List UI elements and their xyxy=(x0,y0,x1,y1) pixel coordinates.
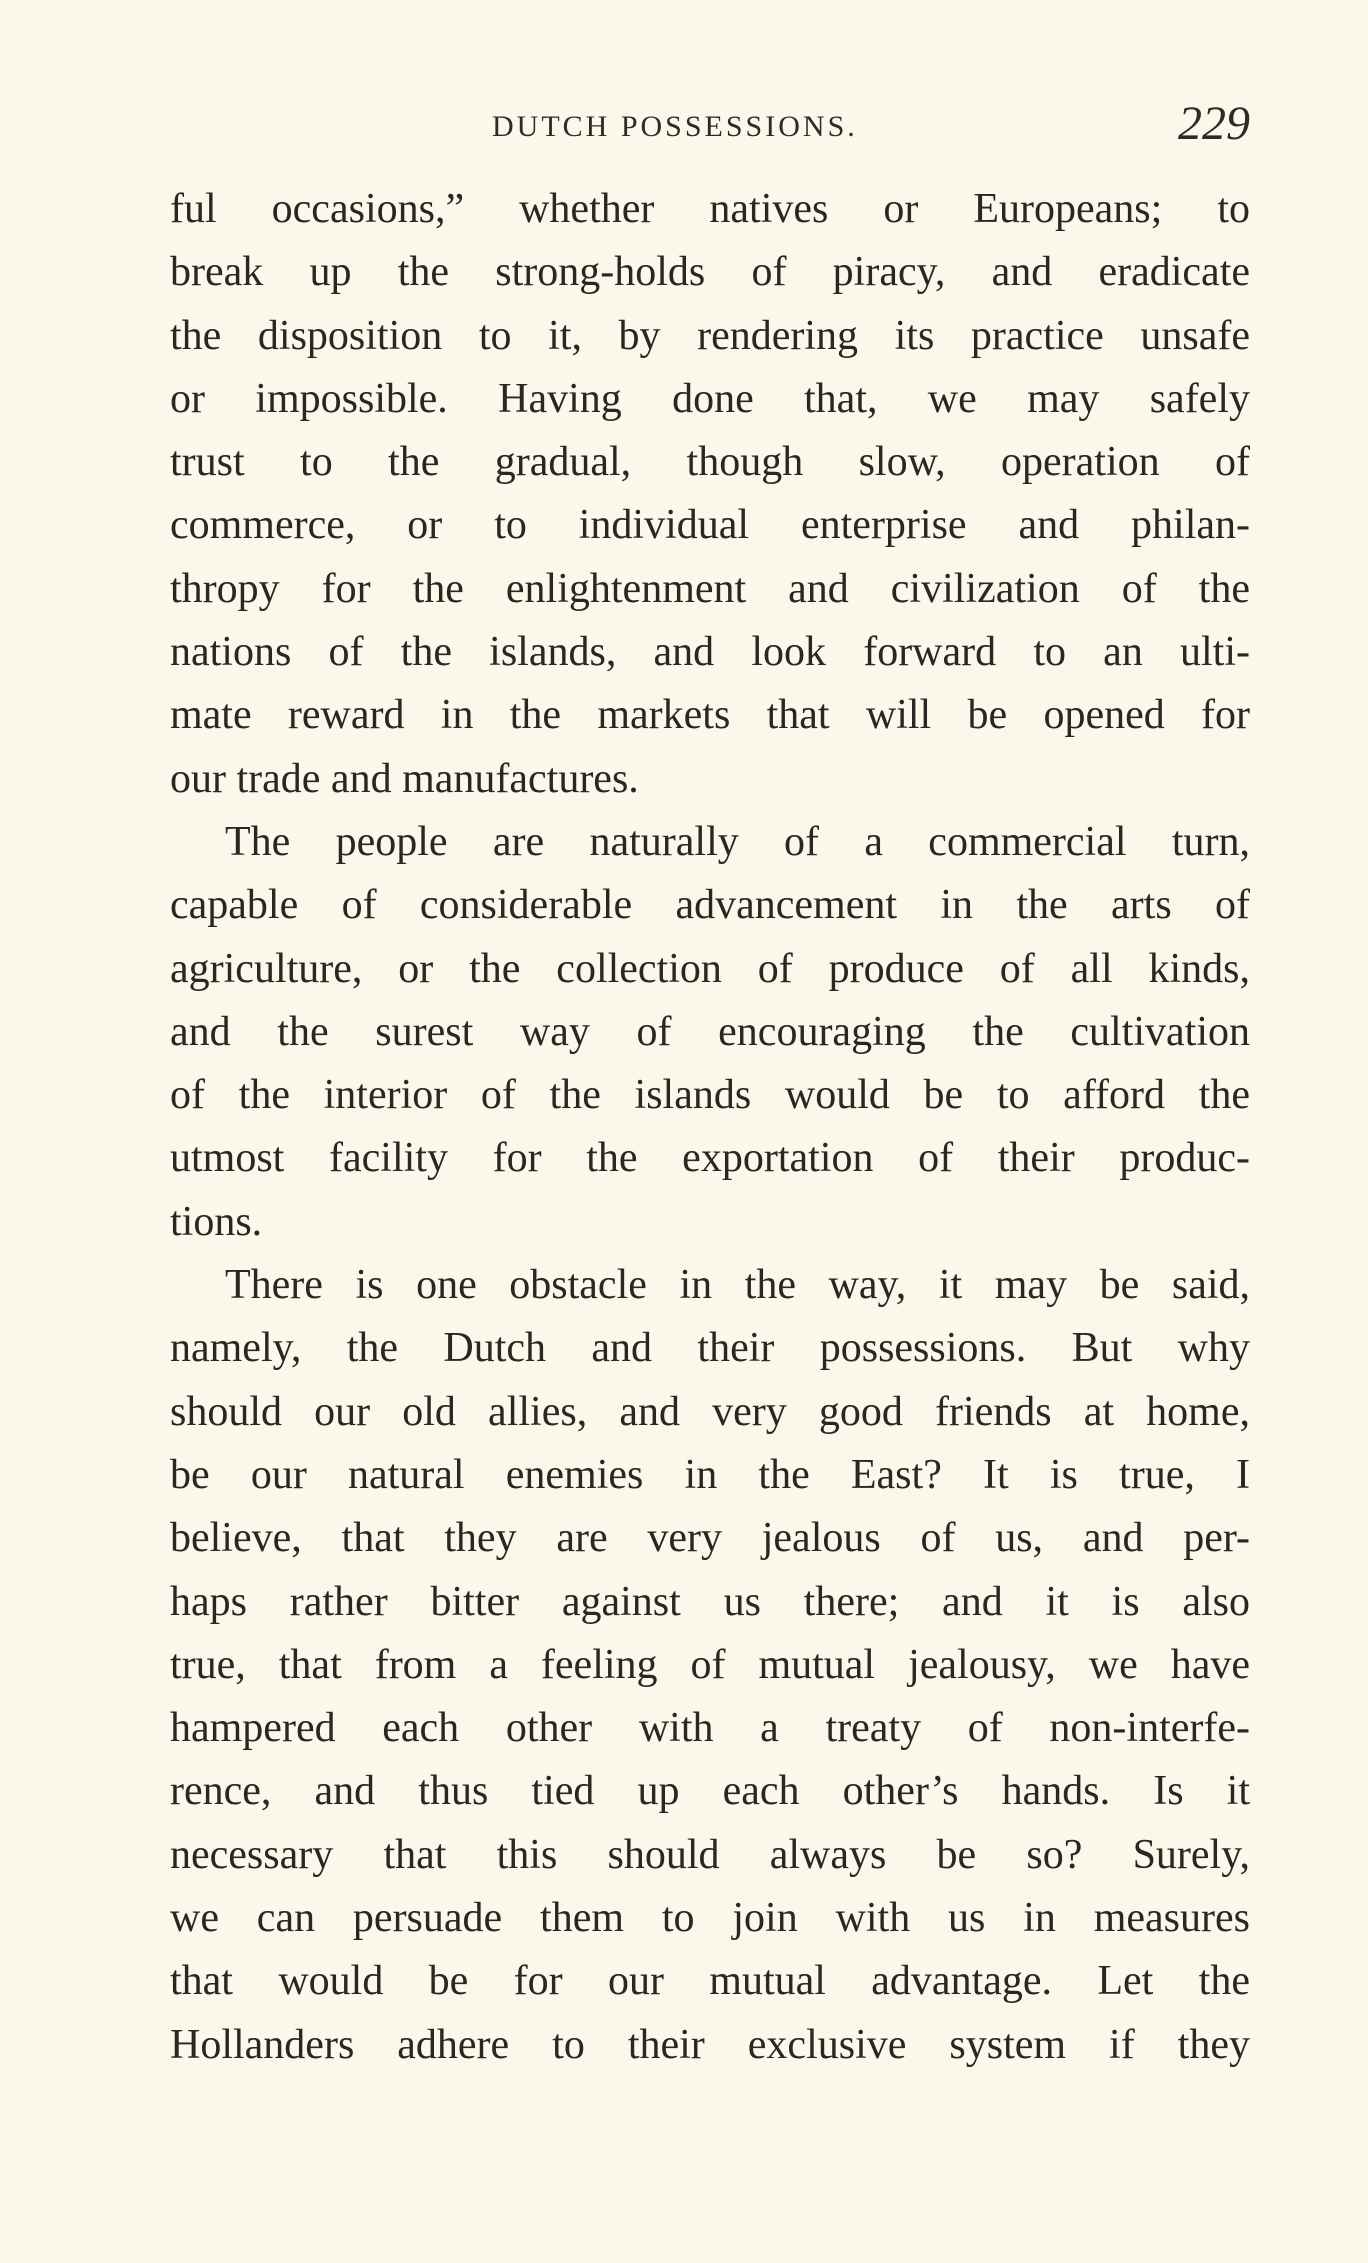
text-line: agriculture, or the collection of produce of all kinds, xyxy=(170,945,1250,992)
text-line: nations of the islands, and look forward to an ulti- xyxy=(170,629,1250,676)
text-line: should our old allies, and very good friends at home, xyxy=(170,1388,1250,1435)
text-line: tions. xyxy=(170,1198,263,1245)
text-line: rence, and thus tied up each other’s hands. Is it xyxy=(170,1768,1250,1815)
text-line: our trade and manufactures. xyxy=(170,755,639,802)
text-line: believe, that they are very jealous of us, and per- xyxy=(170,1515,1250,1562)
text-line: that would be for our mutual advantage. Let the xyxy=(170,1958,1250,2005)
text-line: The people are naturally of a commercial turn, xyxy=(225,818,1250,865)
text-line: commerce, or to individual enterprise and philan- xyxy=(170,502,1250,549)
text-line: mate reward in the markets that will be opened for xyxy=(170,692,1250,739)
text-line: true, that from a feeling of mutual jealousy, we have xyxy=(170,1641,1250,1688)
text-line: hampered each other with a treaty of non-interfe- xyxy=(170,1705,1250,1752)
text-line: and the surest way of encouraging the cultivation xyxy=(170,1008,1250,1055)
text-line: of the interior of the islands would be to afford the xyxy=(170,1072,1250,1119)
text-line: thropy for the enlightenment and civilization of the xyxy=(170,565,1250,612)
text-line: trust to the gradual, though slow, operation of xyxy=(170,439,1250,486)
text-line: Hollanders adhere to their exclusive system if they xyxy=(170,2021,1250,2068)
body-text xyxy=(170,178,1250,2077)
text-line: necessary that this should always be so? Surely, xyxy=(170,1831,1250,1878)
text-line: break up the strong-holds of piracy, and eradicate xyxy=(170,249,1250,296)
text-line: utmost facility for the exportation of their produc- xyxy=(170,1135,1250,1182)
text-line: namely, the Dutch and their possessions. But why xyxy=(170,1325,1250,1372)
text-line: the disposition to it, by rendering its practice unsafe xyxy=(170,312,1250,359)
running-head xyxy=(170,97,1250,162)
text-line: There is one obstacle in the way, it may be said, xyxy=(225,1262,1250,1309)
text-line: or impossible. Having done that, we may safely xyxy=(170,375,1250,422)
running-title: DUTCH POSSESSIONS. xyxy=(492,110,858,143)
text-line: capable of considerable advancement in the arts of xyxy=(170,882,1250,929)
page-number: 229 xyxy=(1178,97,1250,150)
text-line: be our natural enemies in the East? It is true, I xyxy=(170,1451,1250,1498)
text-line: haps rather bitter against us there; and it is also xyxy=(170,1578,1250,1625)
text-line: we can persuade them to join with us in measures xyxy=(170,1895,1250,1942)
text-line: ful occasions,” whether natives or Europeans; to xyxy=(170,186,1250,232)
